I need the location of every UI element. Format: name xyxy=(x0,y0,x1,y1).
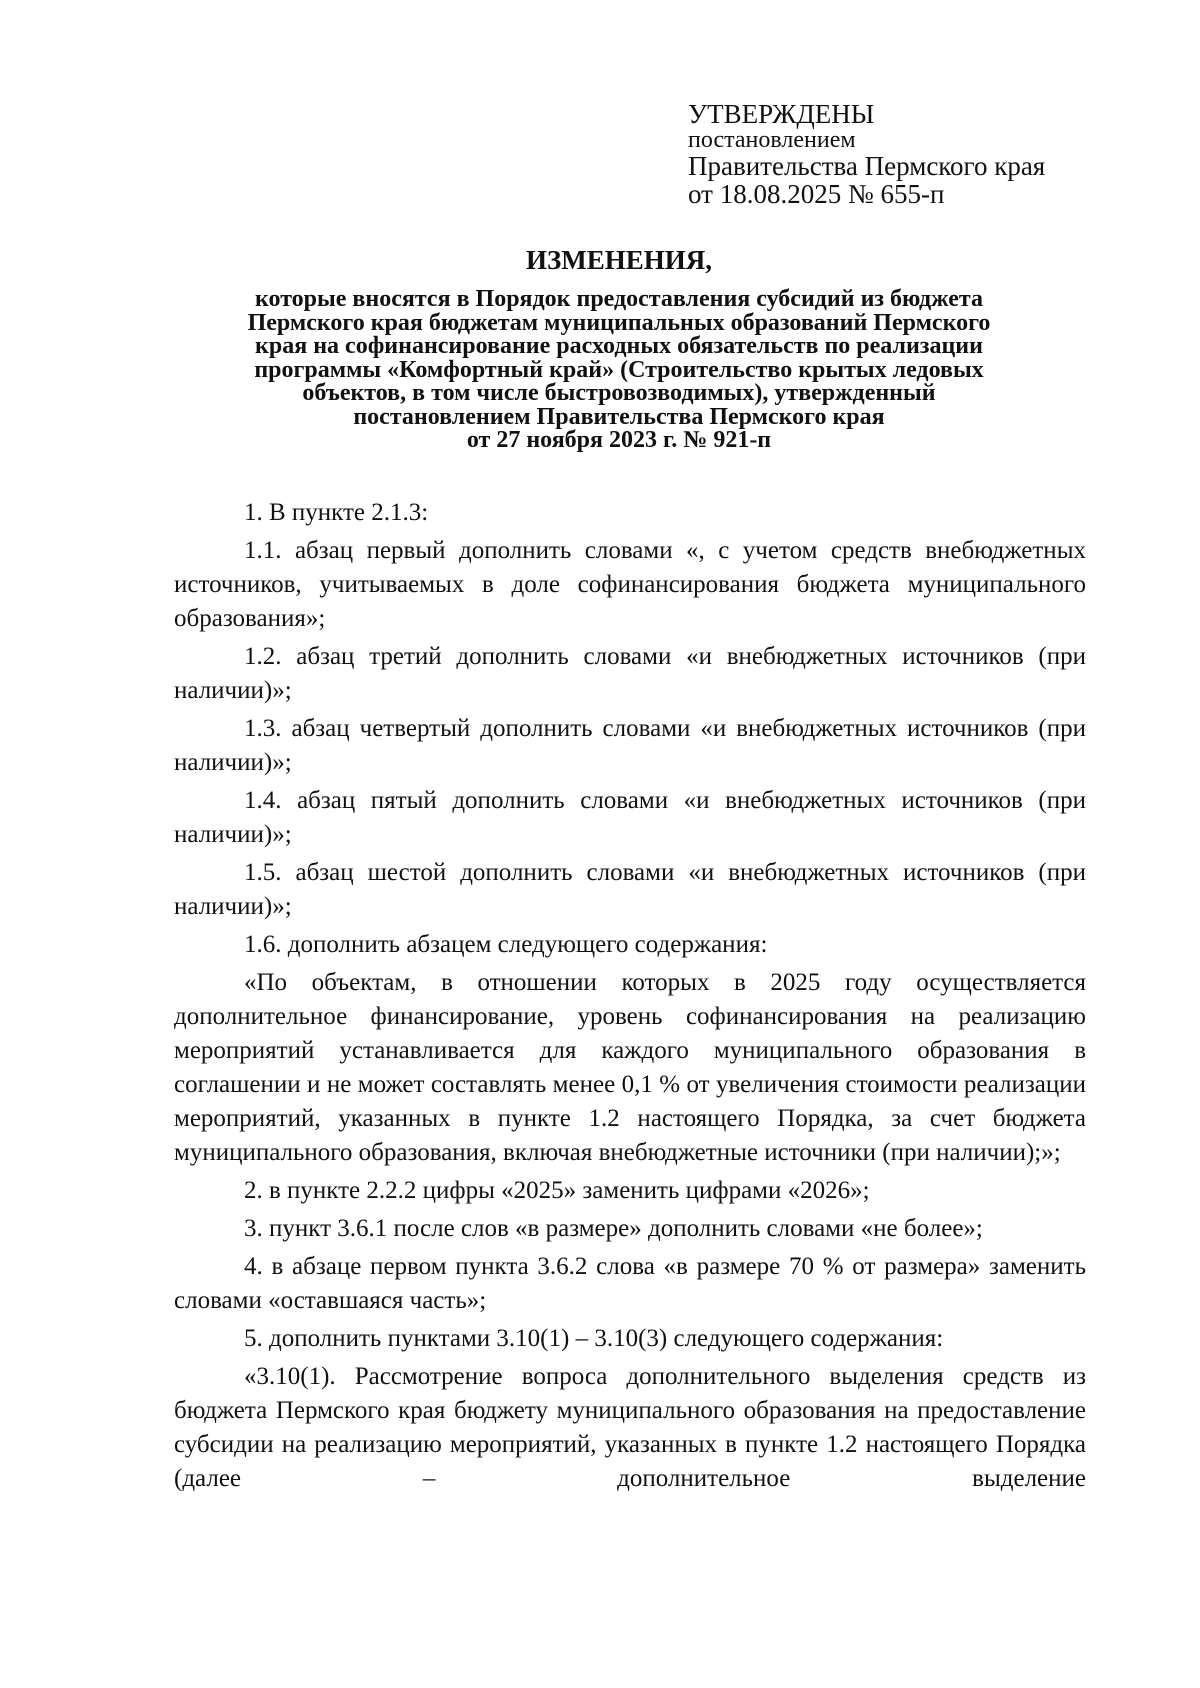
paragraph: 1.4. абзац пятый дополнить словами «и внебюджетных источников (при наличии)»; xyxy=(174,787,1086,848)
paragraph: «По объектам, в отношении которых в 2025 году осуществляется дополнительное финансирование, уровень софинансирования на реализацию мероприятий устанавливается для каждого муниципального образования в соглашении и не может составлять менее 0,1 % от увеличения стоимости реализации мероприятий, указанных в пункте 1.2 настоящего Порядка, за счет бюджета муниципального образования, включая внебюджетные источники (при наличии);»; xyxy=(174,969,1086,1166)
approval-title: УТВЕРЖДЕНЫ xyxy=(688,99,875,129)
paragraph: 1.2. абзац третий дополнить словами «и внебюджетных источников (при наличии)»; xyxy=(174,643,1086,704)
document-subtitle xyxy=(150,288,1088,453)
subtitle-line: края на софинансирование расходных обязательств по реализации xyxy=(255,333,983,359)
paragraph: 2. в пункте 2.2.2 цифры «2025» заменить цифрами «2026»; xyxy=(244,1177,870,1204)
paragraph: 1.6. дополнить абзацем следующего содержания: xyxy=(244,931,768,958)
subtitle-line: объектов, в том числе быстровозводимых), утвержденный xyxy=(302,380,936,406)
paragraph: 1.3. абзац четвертый дополнить словами «и внебюджетных источников (при наличии)»; xyxy=(174,715,1086,776)
approval-line: Правительства Пермского края xyxy=(688,151,1046,181)
paragraph: 3. пункт 3.6.1 после слов «в размере» дополнить словами «не более»; xyxy=(244,1215,983,1242)
approval-line: постановлением xyxy=(688,127,856,153)
paragraph: 1.1. абзац первый дополнить словами «, с учетом средств внебюджетных источников, учитываемых в доле софинансирования бюджета муниципального образования»; xyxy=(174,537,1086,632)
paragraph: 4. в абзаце первом пункта 3.6.2 слова «в размере 70 % от размера» заменить словами «оставшаяся часть»; xyxy=(174,1253,1086,1314)
subtitle-line: постановлением Правительства Пермского края xyxy=(353,403,885,430)
document-title: ИЗМЕНЕНИЯ, xyxy=(525,245,712,275)
document-heading xyxy=(150,244,1088,453)
subtitle-line: Пермского края бюджетам муниципальных образований Пермского xyxy=(247,309,991,336)
approval-stamp xyxy=(688,100,1045,208)
subtitle-line: программы «Комфортный край» (Строительство крытых ледовых xyxy=(254,356,984,383)
paragraph: 1. В пункте 2.1.3: xyxy=(244,499,429,526)
paragraph: «3.10(1). Рассмотрение вопроса дополнительного выделения средств из бюджета Пермского края бюджету муниципального образования на предоставление субсидии на реализацию мероприятий, указанных в пункте 1.2 настоящего Порядка (далее – дополнительное выделение xyxy=(174,1363,1086,1492)
subtitle-line: от 27 ноября 2023 г. № 921-п xyxy=(466,427,772,453)
paragraph: 5. дополнить пунктами 3.10(1) – 3.10(3) следующего содержания: xyxy=(244,1325,944,1352)
approval-date: от 18.08.2025 № 655-п xyxy=(688,179,945,209)
subtitle-line: которые вносятся в Порядок предоставления субсидий из бюджета xyxy=(255,286,983,312)
document-body xyxy=(174,496,1086,1500)
paragraph: 1.5. абзац шестой дополнить словами «и внебюджетных источников (при наличии)»; xyxy=(174,859,1086,920)
